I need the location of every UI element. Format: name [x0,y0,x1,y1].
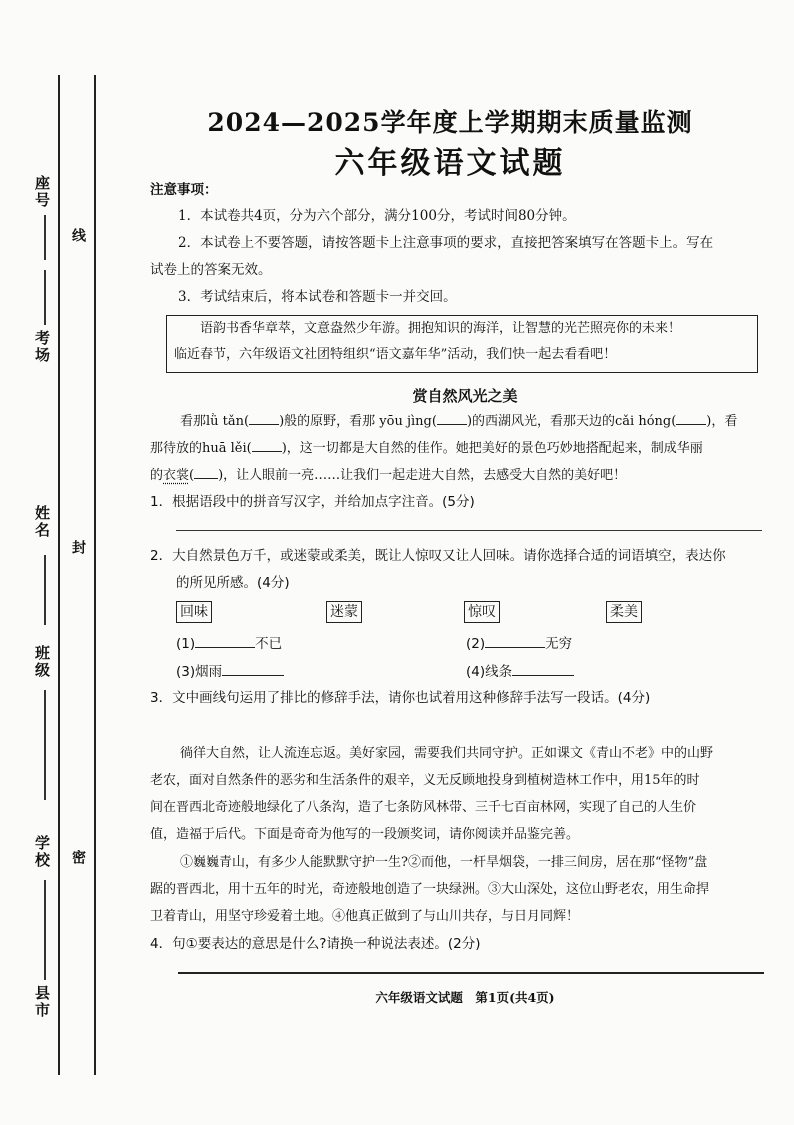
blank-q2-3[interactable] [222,661,284,676]
name-blank[interactable] [44,555,46,625]
seat-label: 座号 [33,175,51,209]
page-footer: 六年级语文试题 第1页(共4页) [375,990,555,1005]
notice-item-1: 1．本试卷共4页，分为六个部分，满分100分，考试时间80分钟。 [178,208,576,224]
blank-q2-2[interactable] [485,633,545,648]
pinyin-youjing: )般的原野，看那 yōu jìng( [279,414,437,429]
exam-title: 2024—2025学年度上学期期末质量监测 [207,108,693,137]
intro-line-1: 语韵书香华章萃，文意盎然少年游。拥抱知识的海洋，让智慧的光芒照亮你的未来！ [200,321,682,336]
blank-q2-1[interactable] [195,633,255,648]
class-label: 班级 [33,645,51,679]
q2-item-2-num: (2) [466,636,486,652]
section-title: 赏自然风光之美 [412,387,518,405]
passage-line-3 [150,464,626,486]
passage2-line-4: 值，造福于后代。下面是奇奇为他写的一段颁奖词，请你阅读并品鉴完善。 [150,827,580,842]
binding-line-inner [94,75,96,1075]
passage-line-3-start: 的 [150,468,164,483]
notice-item-2b: 试卷上的答案无效。 [150,262,272,278]
passage2-line-1: 徜徉大自然，让人流连忘返。美好家园，需要我们共同守护。正如课文《青山不老》中的山野 [180,746,714,761]
q2-item-2 [466,633,572,654]
award-speech-line-3: 卫着青山，用坚守珍爱着土地。④他真正做到了与山川共存，与日月同辉！ [150,909,580,924]
question-2-line-2: 的所见所感。(4分) [176,575,290,591]
passage-line-1 [180,410,737,432]
pinyin-hualei: 那待放的huā lěi( [150,441,252,456]
question-2-line-1: 2．大自然景色万千，或迷蒙或柔美，既让人惊叹又让人回味。请你选择合适的词语填空，表达你 [150,548,726,564]
seal-feng: 封 [70,540,86,554]
seal-mi: 密 [70,850,86,864]
seal-xian: 线 [70,228,86,242]
pinyin-ludan: 看那lǜ tǎn( [180,414,250,429]
q2-item-4-word: (4)线条 [466,664,513,680]
passage2-line-2: 老农，面对自然条件的恶劣和生活条件的艰辛，义无反顾地投身到植树造林工作中，用15年的时 [150,773,700,788]
blank-hualei[interactable] [252,437,282,452]
exam-room-label: 考场 [33,330,51,364]
pinyin-caihong: )的西湖风光，看那天边的cǎi hóng( [466,414,677,429]
q2-item-4 [466,661,574,682]
dotted-word-yishang: 衣裳 [163,468,190,483]
paren-open: ( [189,468,195,483]
award-speech-line-1: ①巍巍青山，有多少人能默默守护一生?②而他，一杆旱烟袋，一排三间房，居在那“怪物”盘 [180,855,708,870]
name-label: 姓名 [33,505,51,539]
word-option-roumei[interactable]: 柔美 [606,601,642,623]
q2-item-1-word: 不已 [255,636,283,652]
seat-blank[interactable] [44,215,46,260]
word-option-huiwei[interactable]: 回味 [176,601,212,623]
intro-line-2: 临近春节，六年级语文社团特组织“语文嘉年华”活动，我们快一起去看看吧！ [174,347,617,362]
q2-item-1-num: (1) [176,636,196,652]
question-4: 4．句①要表达的意思是什么?请换一种说法表述。(2分) [150,936,481,952]
binding-line-outer [58,75,60,1075]
notice-item-2a: 2．本试卷上不要答题，请按答题卡上注意事项的要求，直接把答案填写在答题卡上。写在 [178,235,714,251]
passage-line-2-end: )，这一切都是大自然的佳作。她把美好的景色巧妙地搭配起来，制成华丽 [281,441,703,456]
answer-line-q1[interactable] [176,530,762,531]
q2-item-1 [176,633,282,654]
exam-room-blank[interactable] [44,270,46,325]
class-blank[interactable] [44,690,46,800]
word-option-jingtan[interactable]: 惊叹 [464,601,500,623]
q2-item-3 [176,661,284,682]
school-label: 学校 [33,835,51,869]
word-option-mimeng[interactable]: 迷蒙 [326,601,362,623]
notice-heading: 注意事项： [150,182,218,198]
school-blank[interactable] [44,880,46,980]
question-3: 3．文中画线句运用了排比的修辞手法，请你也试着用这种修辞手法写一段话。(4分) [150,690,651,706]
blank-youjing[interactable] [437,410,467,425]
q2-item-3-word: (3)烟雨 [176,664,223,680]
blank-caihong[interactable] [676,410,706,425]
notice-item-3: 3．考试结束后，将本试卷和答题卡一并交回。 [178,289,457,305]
blank-ludan[interactable] [249,410,279,425]
question-1: 1．根据语段中的拼音写汉字，并给加点字注音。(5分) [150,494,475,510]
blank-q2-4[interactable] [512,661,574,676]
footer-rule [178,972,764,974]
county-label: 县市 [33,985,51,1019]
blank-yishang[interactable] [194,464,218,479]
award-speech-line-2: 踞的晋西北，用十五年的时光，奇迹般地创造了一块绿洲。③大山深处，这位山野老农，用生命捍 [150,882,710,897]
passage-line-3-end: )，让人眼前一亮……让我们一起走进大自然，去感受大自然的美好吧！ [218,468,627,483]
exam-subtitle: 六年级语文试题 [334,146,566,181]
passage-line-2 [150,437,703,459]
passage-line-1-end: )，看 [706,414,738,429]
q2-item-2-word: 无穷 [545,636,573,652]
passage2-line-3: 间在晋西北奇迹般地绿化了八条沟，造了七条防风林带、三千七百亩林网，实现了自己的人生价 [150,800,697,815]
